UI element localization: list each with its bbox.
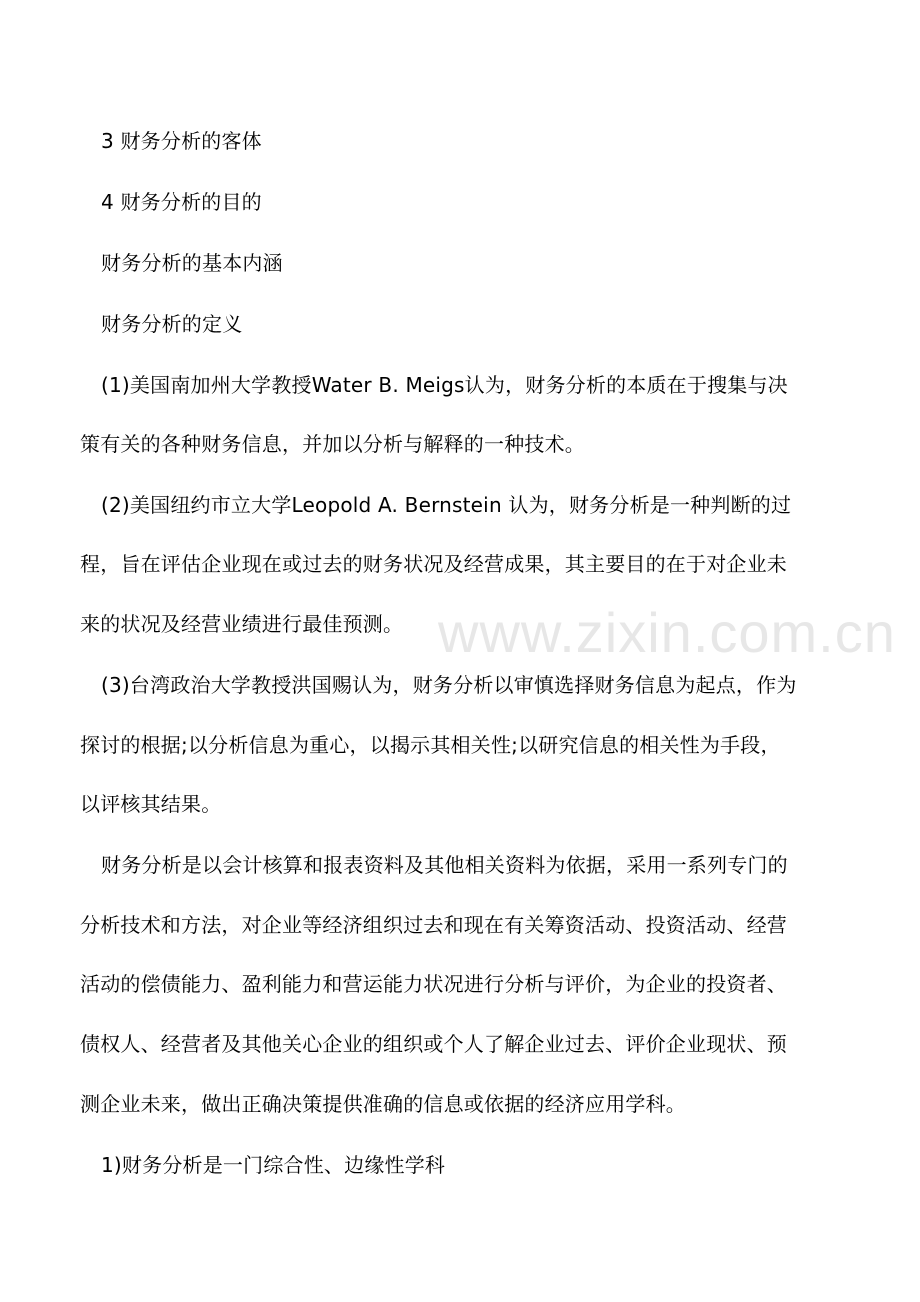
heading-financial-analysis-object: 3 财务分析的客体 [101,129,262,153]
paragraph-line: (2)美国纽约市立大学Leopold A. Bernstein 认为，财务分析是一种判断的过 [101,493,792,517]
heading-financial-analysis-purpose: 4 财务分析的目的 [101,190,262,214]
paragraph-line: (3)台湾政治大学教授洪国赐认为，财务分析以审慎选择财务信息为起点，作为 [101,673,797,697]
paragraph-line: 债权人、经营者及其他关心企业的组织或个人了解企业过去、评价企业现状、预 [80,1032,787,1056]
paragraph-line: 探讨的根据;以分析信息为重心，以揭示其相关性;以研究信息的相关性为手段， [80,733,781,757]
paragraph-line: 来的状况及经营业绩进行最佳预测。 [80,612,404,636]
paragraph-line: 程，旨在评估企业现在或过去的财务状况及经营成果，其主要目的在于对企业未 [80,552,787,576]
heading-basic-connotation: 财务分析的基本内涵 [101,251,283,275]
paragraph-line: 策有关的各种财务信息，并加以分析与解释的一种技术。 [80,432,585,456]
paragraph-line: 活动的偿债能力、盈利能力和营运能力状况进行分析与评价，为企业的投资者、 [80,972,787,996]
paragraph-line: 以评核其结果。 [80,792,222,816]
watermark: www.zixin.com.cn [438,601,896,664]
paragraph-line: 测企业未来，做出正确决策提供准确的信息或依据的经济应用学科。 [80,1092,686,1116]
paragraph-line: 财务分析是以会计核算和报表资料及其他相关资料为依据，采用一系列专门的 [101,853,788,877]
subheading-interdisciplinary: 1)财务分析是一门综合性、边缘性学科 [101,1153,446,1177]
heading-definition: 财务分析的定义 [101,312,243,336]
paragraph-line: (1)美国南加州大学教授Water B. Meigs认为，财务分析的本质在于搜集与决 [101,373,788,397]
paragraph-line: 分析技术和方法，对企业等经济组织过去和现在有关筹资活动、投资活动、经营 [80,913,787,937]
